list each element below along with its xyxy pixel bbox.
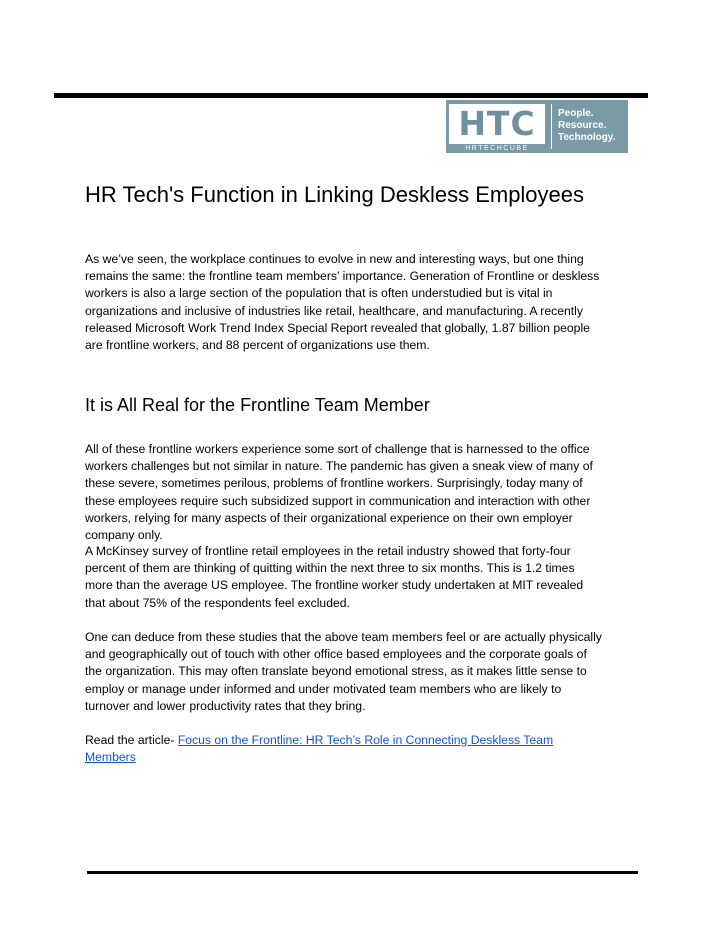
text-line: employ or manage under informed and under motivated team members who are likely to (85, 681, 562, 696)
text-line: organizations and inclusive of industries like retail, healthcare, and manufacturing. A recently (85, 303, 583, 318)
top-divider (54, 93, 648, 98)
logo-tagline (558, 108, 628, 144)
logo-tagline-line: Technology. (558, 132, 616, 143)
text-line: As we’ve seen, the workplace continues to evolve in new and interesting ways, but one thing (85, 252, 584, 266)
mckinsey-paragraph (85, 543, 645, 612)
conclusion-paragraph (85, 629, 645, 715)
logo-letters: HTC (458, 104, 536, 143)
htc-logo (446, 100, 628, 153)
challenges-paragraph (85, 441, 645, 544)
text-line: percent of them are thinking of quitting within the next three to six months. This is 1.2 times (85, 561, 575, 576)
text-line: these employees require such subsidized support in communication and interaction with other (85, 493, 591, 508)
text-line: more than the average US employee. The frontline worker study undertaken at MIT revealed (85, 578, 584, 593)
bottom-divider (87, 871, 638, 874)
text-line: that about 75% of the respondents feel excluded. (85, 595, 350, 610)
read-more-prefix: Read the article- (85, 733, 178, 747)
text-line: workers, relying for many aspects of their organizational experience on their own employer (85, 510, 573, 525)
read-more-paragraph (85, 732, 645, 766)
intro-paragraph (85, 251, 645, 354)
text-line: remains the same: the frontline team members’ importance. Generation of Frontline or deskless (85, 269, 600, 284)
text-line: All of these frontline workers experience some sort of challenge that is harnessed to the office (85, 442, 590, 456)
article-link[interactable]: Focus on the Frontline: HR Tech’s Role in Connecting Deskless Team (177, 733, 554, 747)
text-line: released Microsoft Work Trend Index Special Report revealed that globally, 1.87 billion people (85, 320, 590, 335)
text-line: turnover and lower productivity rates that they bring. (85, 698, 366, 713)
text-line: workers is also a large section of the population that is often understudied but is vital in (85, 286, 553, 301)
page-title: HR Tech's Function in Linking Deskless Employees (85, 182, 585, 207)
text-line: workers challenges but not similar in nature. The pandemic has given a sneak view of many of (85, 459, 593, 474)
text-line: A McKinsey survey of frontline retail employees in the retail industry showed that forty-four (85, 544, 571, 558)
text-line: company only. (85, 528, 163, 543)
text-line: are frontline workers, and 88 percent of organizations use them. (85, 338, 430, 353)
text-line: the organization. This may often translate beyond emotional stress, as it makes little sense to (85, 664, 587, 679)
logo-divider (551, 104, 552, 149)
logo-subtext: HRTECHCUBE (465, 145, 529, 152)
article-link-continued[interactable]: Members (85, 750, 136, 765)
read-more-line (85, 732, 645, 749)
logo-tagline-line: People. (558, 108, 594, 119)
section-heading: It is All Real for the Frontline Team Member (85, 395, 430, 415)
text-line: these severe, sometimes perilous, problems of frontline workers. Surprisingly, today many of (85, 476, 583, 491)
logo-tagline-line: Resource. (558, 120, 607, 131)
text-line: One can deduce from these studies that the above team members feel or are actually physically (85, 630, 602, 644)
logo-mark (449, 104, 545, 144)
read-more-line (85, 749, 645, 766)
text-line: and geographically out of touch with other office based employees and the corporate goals of (85, 647, 587, 662)
